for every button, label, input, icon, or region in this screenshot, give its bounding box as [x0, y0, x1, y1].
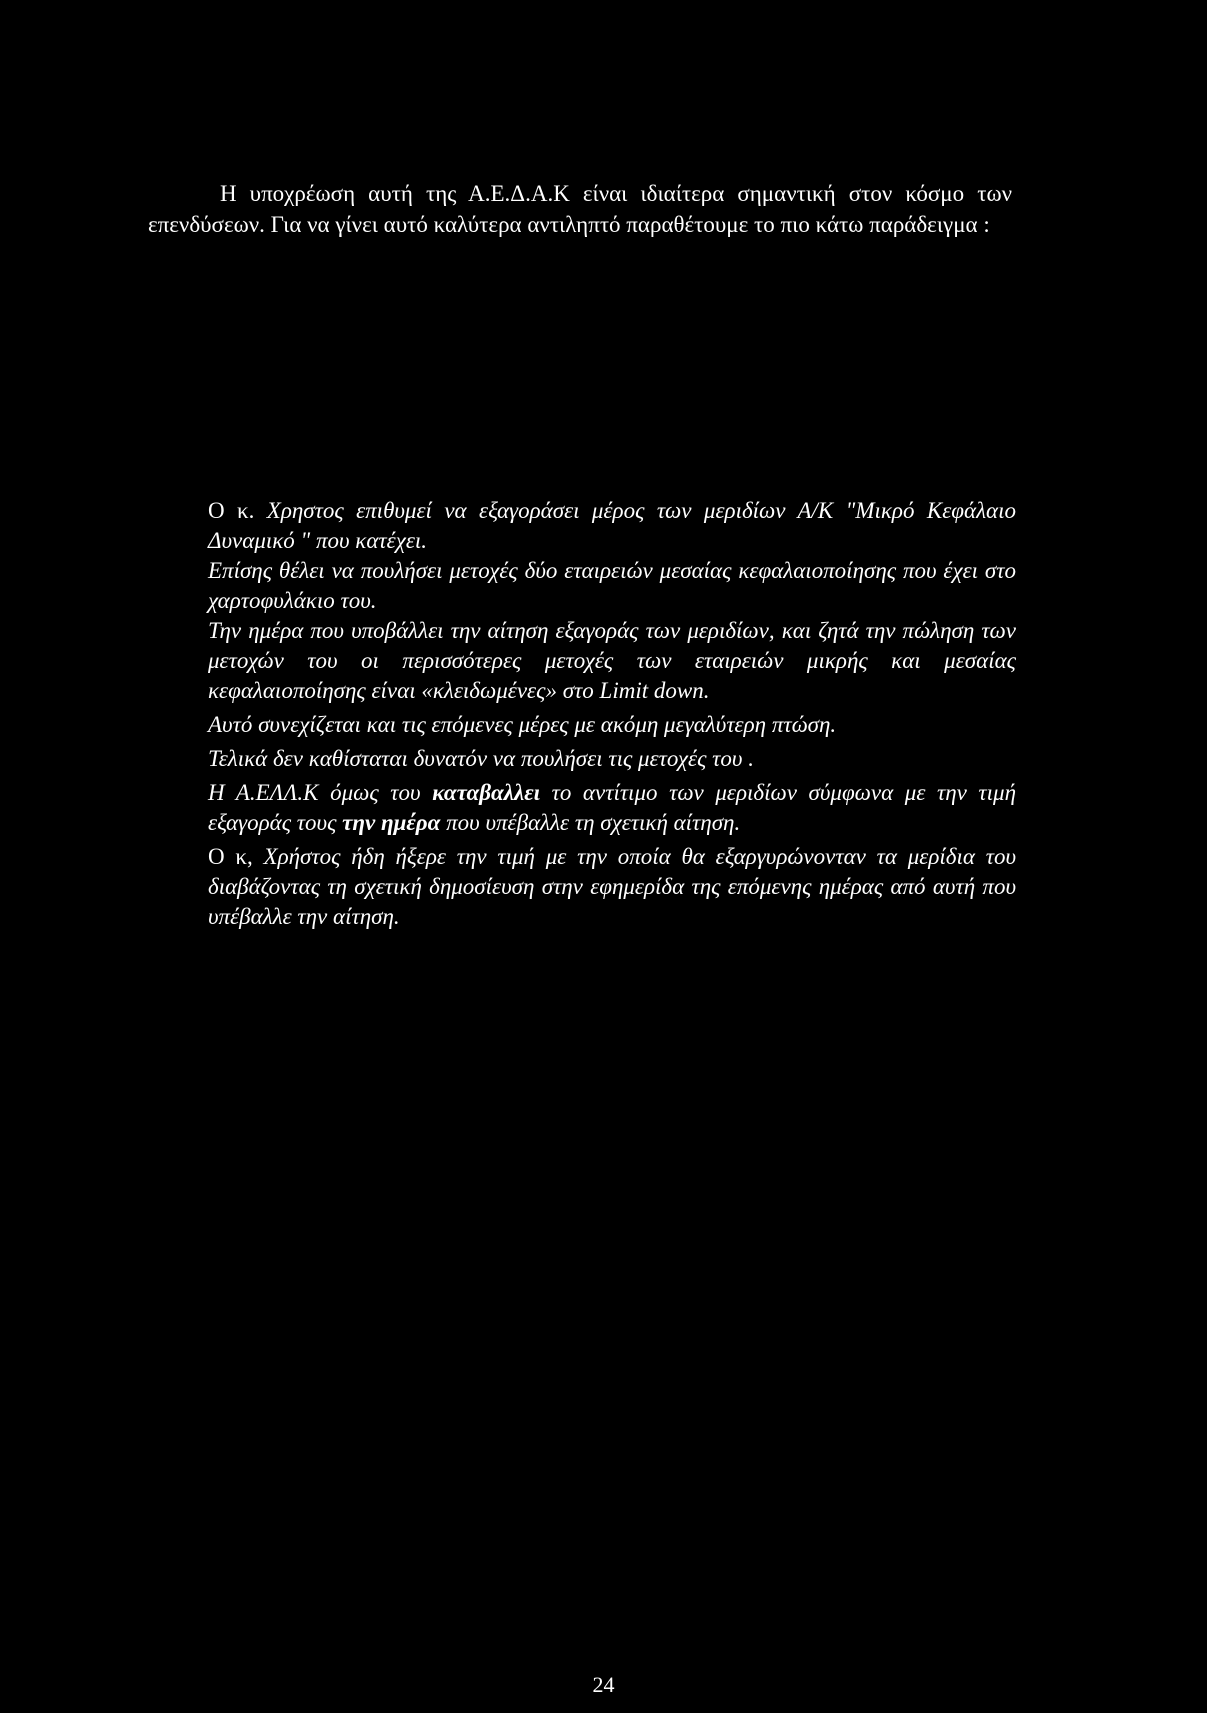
example-paragraph-1-prefix: Ο κ. — [208, 498, 267, 523]
example-paragraph-6-emphasis-day: την ημέρα — [342, 810, 441, 835]
example-paragraph-1 — [208, 496, 1016, 556]
page-number: 24 — [592, 1672, 615, 1697]
example-paragraph-3: Την ημέρα που υποβάλλει την αίτηση εξαγοράς των μεριδίων, και ζητά την πώληση των μετοχών του οι περισσότερες μετοχές των εταιρειών μικρής και μεσαίας κεφαλαιοποίησης είναι «κλειδωμένες» στο Limit down. — [208, 618, 1016, 703]
example-paragraph-6-part-c: το αντίτιμο των μεριδίων σύμφωνα με την τιμή εξαγοράς τους — [208, 780, 1016, 835]
intro-section — [148, 178, 1012, 240]
example-paragraph-6 — [208, 778, 1016, 838]
example-paragraph-7 — [208, 842, 1016, 932]
example-paragraph-5: Τελικά δεν καθίσταται δυνατόν να πουλήσει τις μετοχές του . — [208, 746, 754, 771]
example-section — [208, 496, 1016, 932]
example-paragraph-4: Αυτό συνεχίζεται και τις επόμενες μέρες με ακόμη μεγαλύτερη πτώση. — [208, 712, 837, 737]
intro-paragraph: Η υποχρέωση αυτή της Α.Ε.Δ.Α.Κ είναι ιδιαίτερα σημαντική στον κόσμο των επενδύσεων. Για να γίνει αυτό καλύτερα αντιληπτό παραθέτουμε το πιο κάτω παράδειγμα : — [148, 181, 1012, 237]
example-paragraph-6-part-e: που υπέβαλλε τη σχετική αίτηση. — [440, 810, 741, 835]
example-paragraph-6-emphasis-pays: καταβαλλει — [432, 780, 541, 805]
example-paragraph-6-part-a: Η Α.ΕΛΛ.Κ όμως του — [208, 780, 433, 805]
example-paragraph-7-prefix: Ο κ, — [208, 844, 264, 869]
example-paragraph-1-text: Χρηστος επιθυμεί να εξαγοράσει μέρος των μεριδίων Α/Κ "Μικρό Κεφάλαιο Δυναμικό " που κατέχει. — [208, 498, 1016, 553]
example-paragraph-2: Επίσης θέλει να πουλήσει μετοχές δύο εταιρειών μεσαίας κεφαλαιοποίησης που έχει στο χαρτοφυλάκιο του. — [208, 558, 1016, 613]
example-paragraph-7-text: Χρήστος ήδη ήξερε την τιμή με την οποία θα εξαργυρώνονταν τα μερίδια του διαβάζοντας τη σχετική δημοσίευση στην εφημερίδα της επόμενης ημέρας από αυτή που υπέβαλλε την αίτηση. — [208, 844, 1016, 929]
